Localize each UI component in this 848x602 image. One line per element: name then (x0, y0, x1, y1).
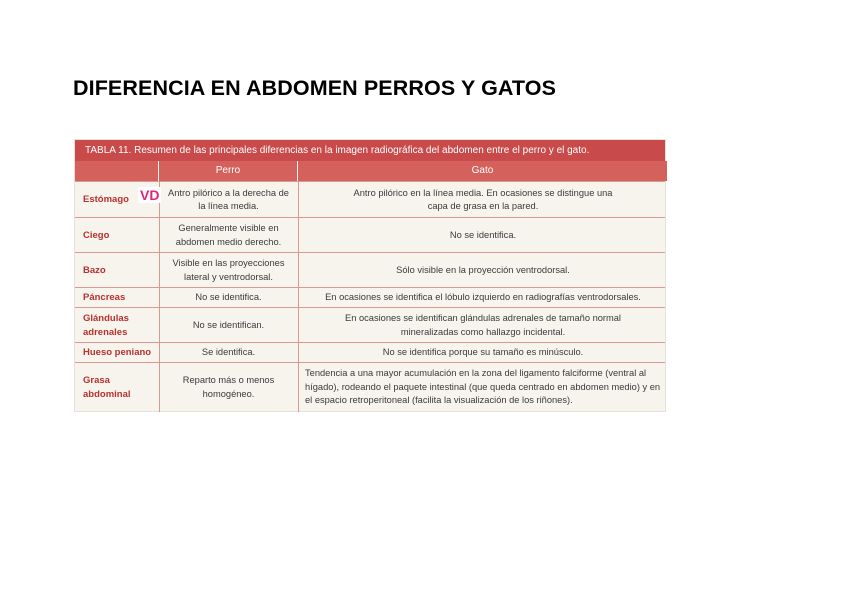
row-label: Ciego (83, 229, 110, 241)
cell-gato: No se identifica porque su tamaño es minúsculo. (298, 343, 667, 363)
header-cell-perro: Perro (159, 161, 297, 181)
row-label: Grasa abdominal (83, 374, 131, 400)
row-label: Bazo (83, 264, 106, 276)
row-label: Glándulas adrenales (83, 312, 129, 338)
header-cell-gato: Gato (298, 161, 667, 181)
cell-perro: Se identifica. (159, 343, 297, 363)
cell-perro: No se identifica. (159, 288, 297, 308)
row-label: Páncreas (83, 292, 126, 304)
table-row (75, 307, 665, 343)
header-cell-empty (75, 161, 158, 181)
table-row (75, 362, 665, 412)
cell-perro: Antro pilórico a la derecha de la línea media. (159, 182, 297, 218)
cell-gato: En ocasiones se identifica el lóbulo izquierdo en radiografías ventrodorsales. (298, 288, 667, 308)
table-row (75, 252, 665, 288)
cell-perro: Generalmente visible en abdomen medio derecho. (159, 218, 297, 253)
row-label: Estómago (83, 194, 129, 206)
page-title: DIFERENCIA EN ABDOMEN PERROS Y GATOS (73, 76, 557, 100)
comparison-table (74, 139, 666, 412)
cell-perro: No se identifican. (159, 308, 297, 343)
table-header-row (75, 161, 665, 181)
cell-gato: Sólo visible en la proyección ventrodorsal. (298, 253, 667, 288)
cell-gato: Tendencia a una mayor acumulación en la zona del ligamento falciforme (ventral al hígado), rodeando el paquete intestinal (que queda centrado en abdomen medio) y en el espacio retroperitoneal (facilita la visualización de los riñones). (298, 363, 667, 412)
table-row (75, 342, 665, 363)
table-row (75, 181, 665, 218)
row-label: Hueso peniano (83, 347, 152, 359)
cell-perro: Visible en las proyecciones lateral y ventrodorsal. (159, 253, 297, 288)
vd-annotation: VD (140, 187, 160, 203)
cell-perro: Reparto más o menos homogéneo. (159, 363, 297, 412)
cell-gato: No se identifica. (298, 218, 667, 253)
cell-gato: Antro pilórico en la línea media. En ocasiones se distingue una capa de grasa en la pared. (298, 182, 667, 218)
table-caption: TABLA 11. Resumen de las principales diferencias en la imagen radiográfica del abdomen entre el perro y el gato. (75, 140, 665, 161)
table-row (75, 287, 665, 308)
table-row (75, 217, 665, 253)
cell-gato: En ocasiones se identifican glándulas adrenales de tamaño normal mineralizadas como hallazgo incidental. (298, 308, 667, 343)
